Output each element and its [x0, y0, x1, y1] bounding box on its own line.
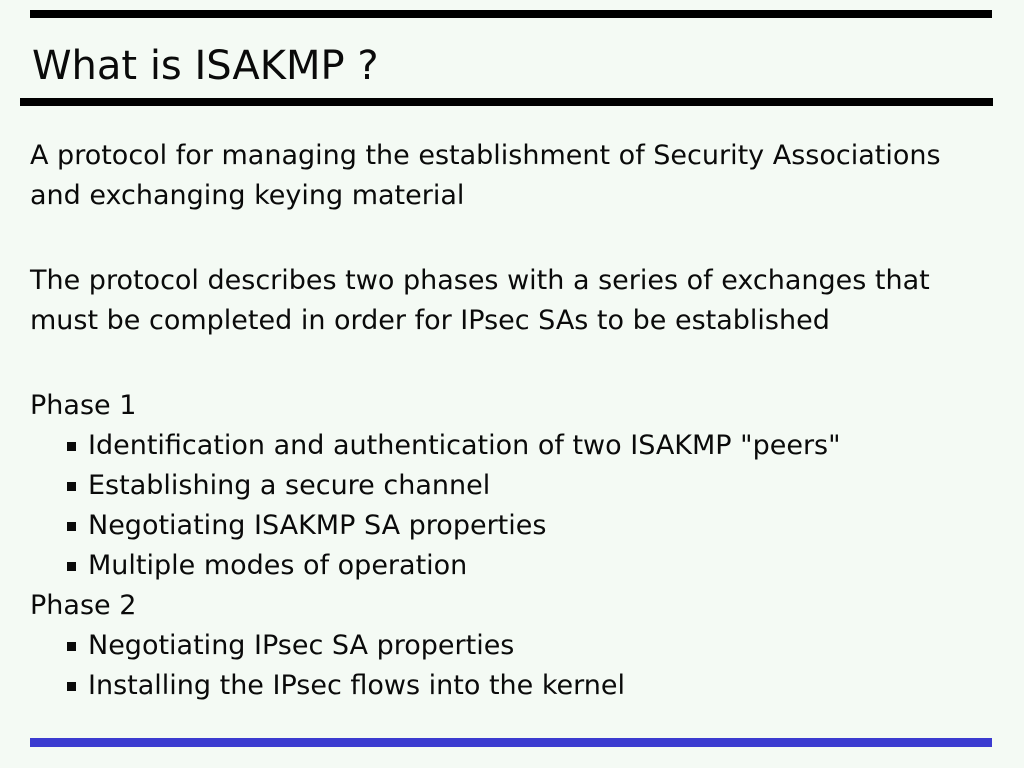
slide-title: What is ISAKMP ?: [32, 43, 379, 89]
paragraph-line: must be completed in order for IPsec SAs to be established: [30, 305, 830, 336]
bullet-text: Identification and authentication of two ISAKMP "peers": [88, 430, 841, 461]
bullet-item: [30, 546, 1000, 586]
paragraph-line: and exchanging keying material: [30, 180, 465, 211]
title-underline-rule: [20, 98, 993, 106]
bullet-square-icon: [67, 482, 76, 491]
bullet-text: Establishing a secure channel: [88, 470, 491, 501]
slide-body: [30, 136, 1000, 706]
vertical-spacer: [30, 216, 1000, 261]
bullet-square-icon: [67, 562, 76, 571]
bullet-text: Installing the IPsec flows into the kernel: [88, 670, 625, 701]
vertical-spacer: [30, 341, 1000, 386]
bottom-decorative-bar: [30, 738, 992, 747]
bullet-square-icon: [67, 442, 76, 451]
bullet-item: [30, 426, 1000, 466]
bullet-item: [30, 466, 1000, 506]
bullet-square-icon: [67, 522, 76, 531]
bullet-item: [30, 666, 1000, 706]
bullet-text: Multiple modes of operation: [88, 550, 468, 581]
section-heading-phase-2: Phase 2: [30, 590, 137, 621]
paragraph-line: A protocol for managing the establishment of Security Associations: [30, 140, 941, 171]
top-decorative-bar: [30, 10, 992, 18]
bullet-square-icon: [67, 642, 76, 651]
section-heading-phase-1: Phase 1: [30, 390, 137, 421]
bullet-text: Negotiating IPsec SA properties: [88, 630, 515, 661]
bullet-item: [30, 626, 1000, 666]
bullet-square-icon: [67, 682, 76, 691]
bullet-text: Negotiating ISAKMP SA properties: [88, 510, 547, 541]
paragraph-line: The protocol describes two phases with a series of exchanges that: [30, 265, 930, 296]
bullet-item: [30, 506, 1000, 546]
